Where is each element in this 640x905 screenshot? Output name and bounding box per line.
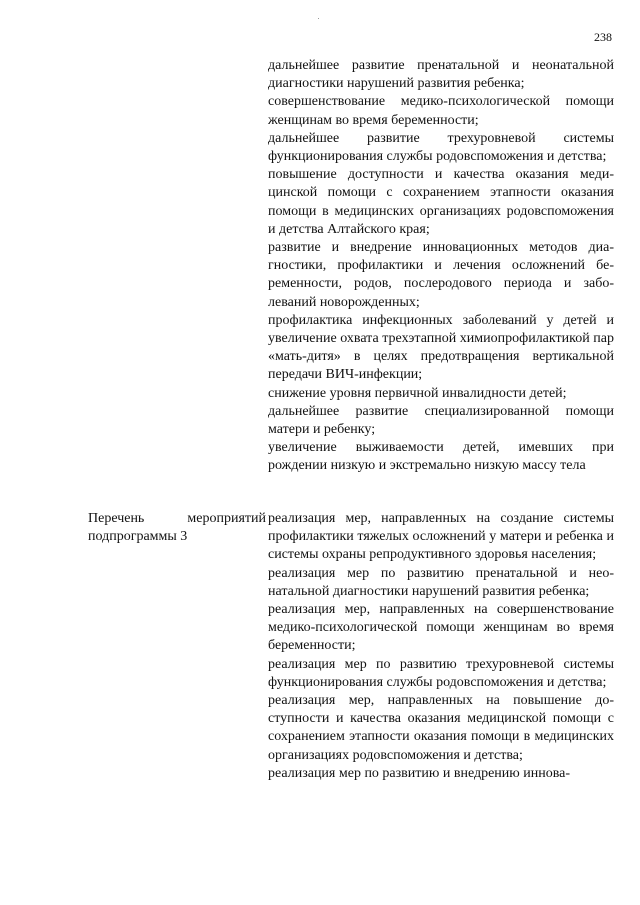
events-label-line1: Перечень мероприятий bbox=[88, 511, 266, 526]
goal-item: снижение уровня первичной инвалидности детей; bbox=[268, 385, 567, 401]
goal-item: совершенствование медико-психологической помощи женщинам во время беременности; bbox=[268, 94, 614, 128]
events-label-line2: подпрограммы 3 bbox=[88, 529, 188, 544]
scan-speck bbox=[318, 18, 319, 19]
event-item: реализация мер по развитию и внедрению иннова- bbox=[268, 765, 571, 781]
event-item: реализация мер, направленных на повышение доступности и качества оказания медицинской помощи с сохранением этапности оказания помощи в медицинских организациях родовспоможения и детства; bbox=[268, 693, 614, 763]
event-item: реализация мер, направленных на совершенствование медико-психологической помощи женщинам во время беременности; bbox=[268, 602, 614, 654]
events-content-cell bbox=[268, 510, 614, 783]
goal-item: дальнейшее развитие пренатальной и неонатальной диагностики нарушений развития ребенка; bbox=[268, 58, 614, 92]
goal-item: дальнейшее развитие специализированной помощи матери и ребенку; bbox=[268, 403, 614, 438]
goal-item: дальнейшее развитие трехуровневой системы функционирования службы родовспоможения и детства; bbox=[268, 130, 614, 165]
goals-content-cell bbox=[268, 57, 614, 476]
events-label-cell bbox=[88, 510, 266, 546]
goal-item: развитие и внедрение инновационных методов диагностики, профилактики и лечения осложнений беременности, родов, послеродового периода и заболеваний новорожденных; bbox=[268, 240, 614, 310]
goal-item: повышение доступности и качества оказания медицинской помощи с сохранением этапности оказания помощи в медицинских организациях родовспоможения и детства Алтайского края; bbox=[268, 167, 614, 237]
page-number: 238 bbox=[594, 30, 612, 44]
event-item: реализация мер по развитию трехуровневой системы функционирования службы родовспоможения и детства; bbox=[268, 656, 614, 690]
event-item: реализация мер, направленных на создание системы профилактики тяжелых осложнений у матери и ребенка и системы охраны репродуктивного здоровья населения; bbox=[268, 511, 614, 563]
goal-item: увеличение выживаемости детей, имевших при рождении низкую и экстремально низкую массу тела bbox=[268, 440, 614, 474]
event-item: реализация мер по развитию пренатальной и неонатальной диагностики нарушений развития ребенка; bbox=[268, 565, 614, 599]
goal-item: профилактика инфекционных заболеваний у детей и увеличение охвата трехэтапной химиопрофилактикой пар «мать-дитя» в целях предотвращения вертикальной передачи ВИЧ-инфекции; bbox=[268, 312, 614, 383]
